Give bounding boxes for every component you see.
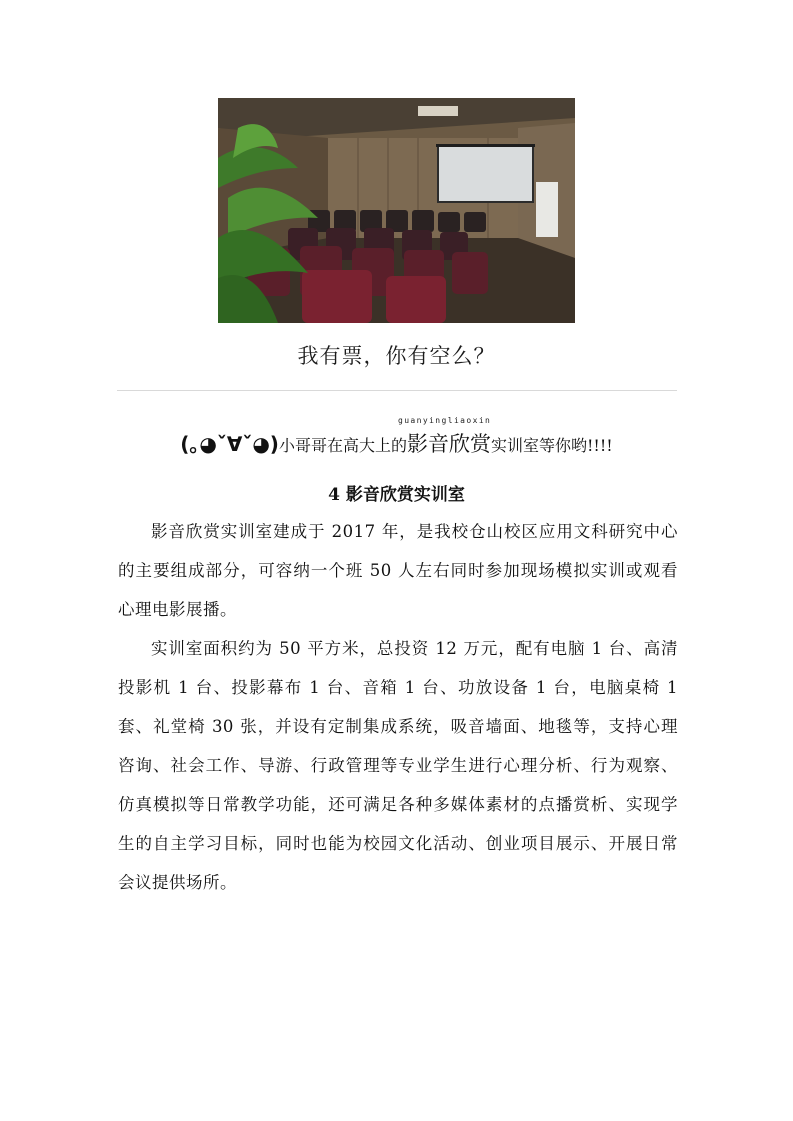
section-title: 4 影音欣赏实训室	[328, 485, 465, 505]
tagline-emphasis: 影音欣赏	[406, 432, 491, 456]
paragraph: 实训室面积约为 50 平方米，总投资 12 万元，配有电脑 1 台、高清投影机 1 台、投影幕布 1 台、音箱 1 台、功放设备 1 台，电脑桌椅 1 套、礼堂椅 30 张，并设有定制集成系统，吸音墙面、地毯等，支持心理咨询、社会工作、导游、行政管理等专业学生进行心理分析、行为观察、仿真模拟等日常教学功能，还可满足各种多媒体素材的点播赏析、实现学生的自主学习目标，同时也能为校园文化活动、创业项目展示、开展日常会议提供场所。	[118, 639, 678, 892]
theater-room-photo	[218, 98, 575, 323]
tagline-after: 实训室等你哟!!!!	[490, 436, 613, 455]
paragraph: 影音欣赏实训室建成于 2017 年，是我校仓山校区应用文科研究中心的主要组成部分，可容纳一个班 50 人左右同时参加现场模拟实训或观看心理电影展播。	[118, 522, 678, 619]
page-heading: 我有票，你有空么？	[297, 344, 496, 368]
tagline	[0, 428, 793, 458]
pinyin-annotation: guanyingliaoxin	[398, 416, 492, 425]
tagline-before: 小哥哥在高大上的	[278, 436, 407, 455]
body-text	[118, 512, 678, 902]
emoticon: (｡◕ˇ∀ˇ◕)	[180, 432, 279, 456]
divider	[117, 390, 677, 391]
